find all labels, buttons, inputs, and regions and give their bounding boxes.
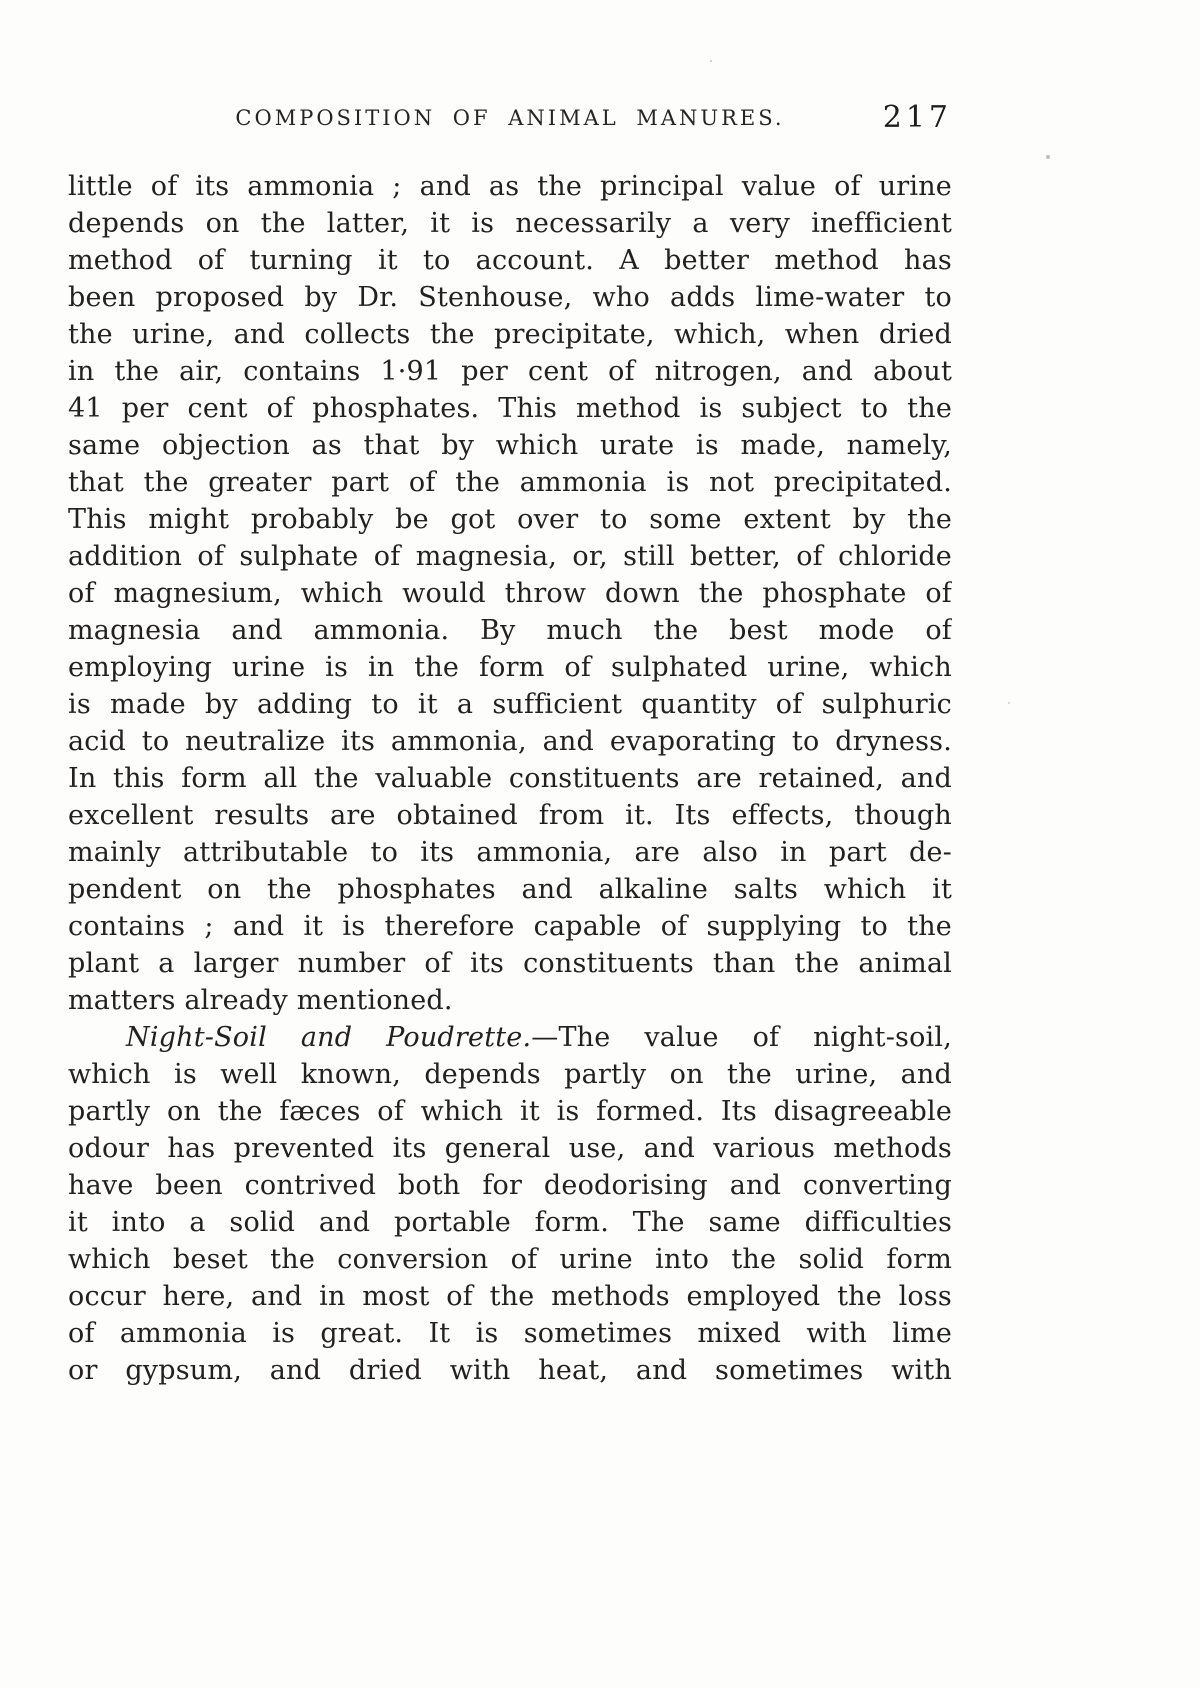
text-line: it into a solid and portable form. The same difficulties <box>68 1207 952 1238</box>
text-line: is made by adding to it a sufficient quantity of sulphuric <box>68 689 952 720</box>
text-line: partly on the fæces of which it is formed. Its disagreeable <box>68 1096 952 1127</box>
text-line: magnesia and ammonia. By much the best mode of <box>68 615 952 646</box>
text-line: 41 per cent of phosphates. This method is subject to the <box>68 393 952 424</box>
text-line: same objection as that by which urate is made, namely, <box>68 430 952 461</box>
text-line: that the greater part of the ammonia is not precipitated. <box>68 467 952 498</box>
text-line: mainly attributable to its ammonia, are also in part de- <box>68 837 952 868</box>
text-line: of ammonia is great. It is sometimes mixed with lime <box>68 1318 952 1349</box>
text-line: depends on the latter, it is necessarily a very inefficient <box>68 208 952 239</box>
text-line: acid to neutralize its ammonia, and evaporating to dryness. <box>68 726 952 757</box>
lead-line-rest: —The value of night-soil, <box>531 1022 952 1053</box>
scan-speck <box>1008 702 1010 704</box>
page-number: 217 <box>882 100 952 135</box>
text-line: or gypsum, and dried with heat, and sometimes with <box>68 1355 952 1386</box>
text-column <box>68 100 952 1389</box>
section-title-italic: Night-Soil and Poudrette. <box>126 1022 532 1053</box>
text-line: have been contrived both for deodorising and converting <box>68 1170 952 1201</box>
text-line: plant a larger number of its constituents than the animal <box>68 948 952 979</box>
text-line: odour has prevented its general use, and various methods <box>68 1133 952 1164</box>
text-line: of magnesium, which would throw down the phosphate of <box>68 578 952 609</box>
scan-speck <box>710 60 712 62</box>
text-line: method of turning it to account. A better method has <box>68 245 952 276</box>
body-text <box>68 168 952 1389</box>
text-line: employing urine is in the form of sulphated urine, which <box>68 652 952 683</box>
text-line: matters already mentioned. <box>68 985 453 1016</box>
text-line: contains ; and it is therefore capable of supplying to the <box>68 911 952 942</box>
text-line: pendent on the phosphates and alkaline salts which it <box>68 874 952 905</box>
paragraph-night-soil <box>68 1019 952 1389</box>
text-line <box>68 1019 952 1056</box>
running-title: COMPOSITION OF ANIMAL MANURES. <box>235 106 785 130</box>
page-header <box>68 100 952 136</box>
text-line: which is well known, depends partly on the urine, and <box>68 1059 952 1090</box>
paragraph-continuation <box>68 1056 952 1389</box>
text-line: This might probably be got over to some extent by the <box>68 504 952 535</box>
text-line: In this form all the valuable constituents are retained, and <box>68 763 952 794</box>
paragraph-urine-value <box>68 168 952 1019</box>
text-line: which beset the conversion of urine into the solid form <box>68 1244 952 1275</box>
text-line: excellent results are obtained from it. Its effects, though <box>68 800 952 831</box>
text-line: little of its ammonia ; and as the principal value of urine <box>68 171 952 202</box>
text-line: addition of sulphate of magnesia, or, still better, of chloride <box>68 541 952 572</box>
text-line: in the air, contains 1·91 per cent of nitrogen, and about <box>68 356 952 387</box>
text-line: occur here, and in most of the methods employed the loss <box>68 1281 952 1312</box>
text-line: the urine, and collects the precipitate, which, when dried <box>68 319 952 350</box>
text-line: been proposed by Dr. Stenhouse, who adds lime-water to <box>68 282 952 313</box>
scan-speck <box>1046 155 1050 159</box>
